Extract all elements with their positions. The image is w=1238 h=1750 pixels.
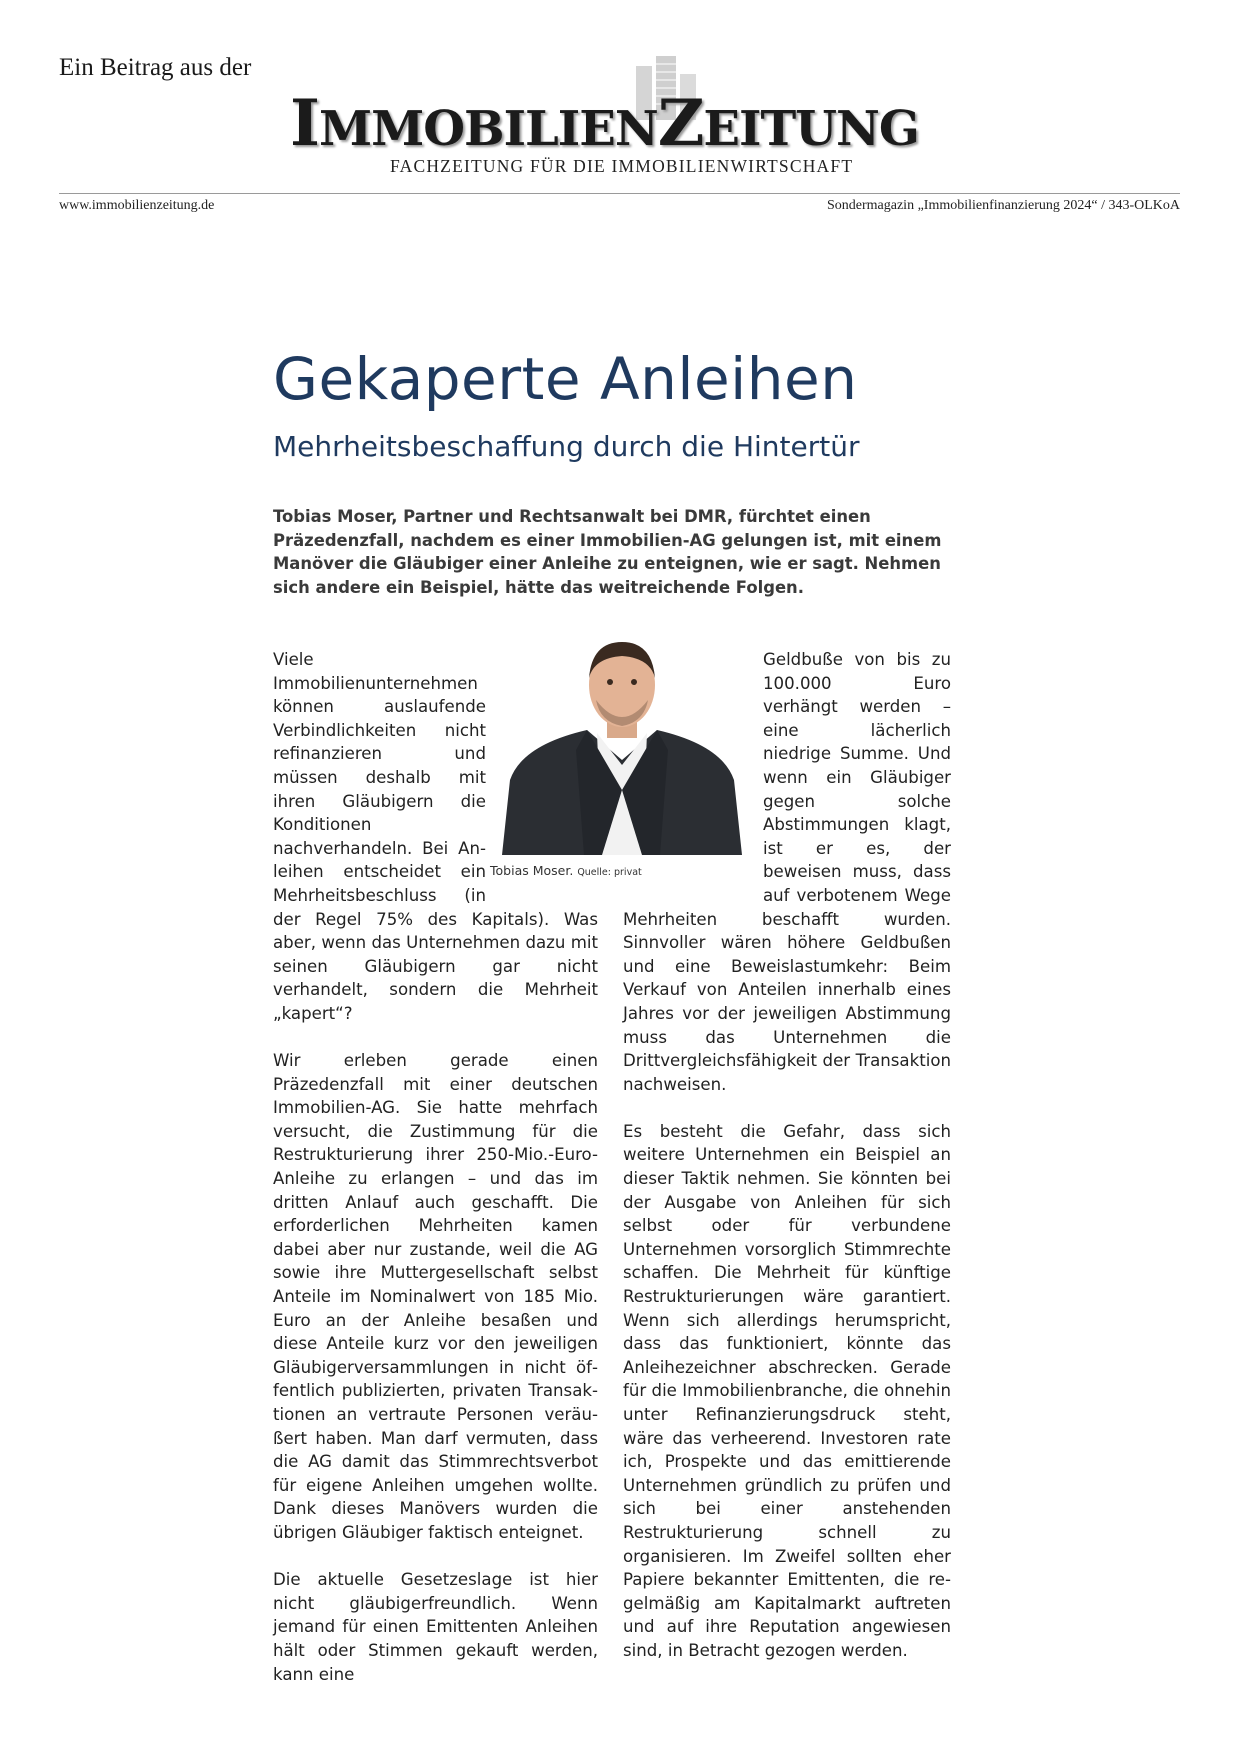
header-divider	[59, 193, 1180, 194]
paragraph: Die aktuelle Gesetzeslage ist hier nicht gläubigerfreundlich. Wenn jemand für einen Emittenten Anleihen hält oder Stimmen gekauft werden, kann eine	[273, 1570, 598, 1684]
author-photo-figure	[482, 630, 762, 878]
paragraph: Wir erleben gerade einen Präzedenzfall mit einer deutschen Immobilien-AG. Sie hatte mehrfach versucht, die Zustimmung für die Restrukturierung ihrer 250-Mio.-Euro-Anleihe zu erlangen – und das im dritten Anlauf auch geschafft. Die erforderlichen Mehrheiten kamen dabei aber nur zustande, weil die AG sowie ihre Muttergesellschaft selbst Anteile im Nominalwert von 185 Mio. Euro an der Anleihe besaßen und diese Anteile kurz vor den jeweiligen Gläubigerversammlungen in nicht öffentlich publizierten, privaten Transaktionen an vertraute Personen veräußert haben. Man darf vermuten, dass die AG damit das Stimmrechtsverbot für eigene Anleihen umgehen wollte. Dank dieses Manövers wurden die übrigen Gläubiger faktisch enteignet.	[273, 1051, 598, 1542]
paragraph: Es besteht die Gefahr, dass sich weitere Unternehmen ein Beispiel an dieser Taktik nehmen. Sie könnten bei der Ausgabe von Anleihen für sich selbst oder für verbundene Unternehmen vorsorglich Stimmrechte schaffen. Die Mehrheit für künftige Restrukturierungen wäre garantiert. Wenn sich allerdings herumspricht, dass das funktioniert, könnte das Anleihezeichner abschrecken. Gerade für die Immobilienbranche, die ohnehin unter Refinanzierungsdruck steht, wäre das verheerend. Investoren rate ich, Prospekte und das emittierende Unternehmen gründlich zu prüfen und sich bei einer anstehenden Restrukturierung schnell zu organisieren. Im Zweifel sollten eher Papiere bekannter Emittenten, die regelmäßig am Kapitalmarkt auftreten und auf ihre Reputation angewiesen sind, in Betracht gezogen werden.	[623, 1121, 951, 1660]
masthead-word-2: EITUNG	[703, 101, 919, 157]
masthead-initial-1: I	[290, 86, 319, 161]
paragraph: Viele Immobilienunternehmen können auslaufende Verbindlichkeiten nicht refinanzieren und müssen deshalb mit ihren Gläubigern die Konditionen nachverhandeln. Bei Anleihen entscheidet ein Mehrheitsbeschluss (in der Regel 75% des Kapitals). Was aber, wenn das Unternehmen dazu mit seinen Gläubigern gar nicht verhandelt, sondern die Mehrheit „kapert“?	[273, 650, 598, 1023]
paragraph: Geldbuße von bis zu 100.000 Euro verhängt werden – eine lächerlich niedrige Summe. Und wenn ein Gläubiger gegen solche Abstimmungen klagt, ist er es, der beweisen muss, dass auf verbotenem Wege Mehrheiten beschafft wurden. Sinnvoller wären höhere Geldbußen und eine Beweislastumkehr: Beim Verkauf von Anteilen innerhalb eines Jahres vor der jeweiligen Abstimmung muss das Unternehmen die Drittvergleichsfähigkeit der Transaktion nachweisen.	[623, 650, 951, 1094]
photo-caption	[490, 863, 642, 878]
masthead-word-1: MMOBILIEN	[318, 101, 658, 157]
masthead-tagline: FACHZEITUNG FÜR DIE IMMOBILIENWIRTSCHAFT	[390, 156, 854, 176]
caption-source: Quelle: privat	[577, 867, 642, 878]
article-lead: Tobias Moser, Partner und Rechtsanwalt bei DMR, fürchtet einen Präzedenzfall, nachdem es einer Immobilien-AG gelungen ist, mit einem Manöver die Gläubiger einer Anleihe zu enteignen, wie er sagt. Nehmen sich andere ein Beispiel, hätte das weitreichende Folgen.	[273, 507, 942, 597]
issue-reference: Sondermagazin „Immobilienfinanzierung 2024“ / 343-OLKoA	[826, 198, 1180, 213]
website-link[interactable]: www.immobilienzeitung.de	[59, 198, 215, 213]
article-subheadline: Mehrheitsbeschaffung durch die Hintertür	[273, 430, 860, 463]
contribution-label: Ein Beitrag aus der	[59, 54, 252, 81]
masthead-logo	[290, 86, 950, 161]
author-portrait-image	[492, 630, 752, 855]
caption-name: Tobias Moser.	[490, 863, 574, 878]
masthead-initial-2: Z	[657, 86, 704, 161]
article-headline: Gekaperte Anleihen	[273, 345, 858, 413]
